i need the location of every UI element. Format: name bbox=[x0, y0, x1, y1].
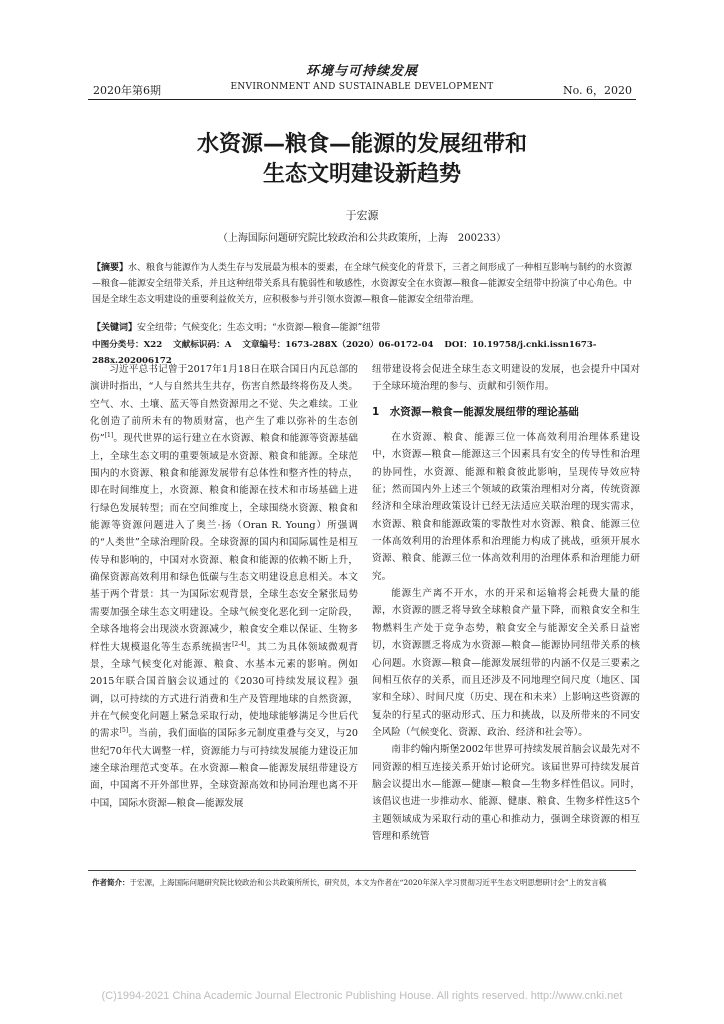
body-paragraph: 习近平总书记曾于2017年1月18日在联合国日内瓦总部的演讲时指出，“人与自然共生共存，伤害自然最终将伤及人类。空气、水、土壤、蓝天等自然资源用之不觉、失之难续。工业化创造了前所未有的物质财富，也产生了难以弥补的生态创伤”[1]。现代世界的运行建立在水资源、粮食和能源等资源基础上，全球生态文明的重要领域是水资源、粮食和能源。全球范围内的水资源、粮食和能源发展带有总体性和整齐性的特点，即在时间维度上，水资源、粮食和能源在技术和市场基础上进行绿色发展转型；而在空间维度上，全球围绕水资源、粮食和能源等资源问题进入了奥兰·扬（Oran R. Young）所强调的“人类世”全球治理阶段。全球资源的国内和国际属性是相互传导和影响的，中国对水资源、粮食和能源的依赖不断上升，确保资源高效利用和绿色低碳与生态文明建设息息相关。本文基于两个背景：其一为国际宏观背景，全球生态安全紧张局势需要加强全球生态文明建设。全球气候变化恶化到一定阶段，全球各地将会出现淡水资源减少，粮食安全难以保证、生物多样性大规模退化等生态系统损害[2-4]。其二为具体领域微观背景，全球气候变化对能源、粮食、水基本元素的影响。例如2015年联合国首脑会议通过的《2030可持续发展议程》强调，以可持续的方式进行消费和生产及管理地球的自然资源，并在气候变化问题上紧急采取行动，使地球能够满足今世后代的需求[5]。当前，我们面临的国际多元制度重叠与交叉，与20世纪70年代大调整一样，资源能力与可持续发展能力建设正加速全球治理范式变革。在水资源—粮食—能源发展纽带建设方面，中国离不开外部世界，全球资源高效和协同治理也离不开中国，国际水资源—粮食—能源发展 bbox=[90, 364, 359, 809]
issue-en: No. 6，2020 bbox=[562, 84, 632, 97]
citation-ref: [5] bbox=[119, 727, 129, 735]
article-number: 文章编号：1673-288X（2020）06-0172-04 bbox=[242, 340, 434, 350]
journal-name-cn: 环境与可持续发展 bbox=[305, 64, 418, 79]
journal-name-en: ENVIRONMENT AND SUSTAINABLE DEVELOPMENT bbox=[230, 82, 494, 92]
body-column-left bbox=[90, 361, 358, 812]
abstract-label: 【摘要】 bbox=[92, 263, 129, 273]
citation-ref: [2-4] bbox=[232, 640, 247, 648]
body-paragraph: 能源生产离不开水，水的开采和运输将会耗费大量的能源，水资源的匮乏将导致全球粮食产量下降，而粮食安全和生物燃料生产处于竞争态势，粮食安全与能源安全关系日益密切，水资源匮乏将成为水资源—粮食—能源协同纽带关系的核心问题。水资源—粮食—能源发展纽带的内涵不仅是三要素之间相互依存的关系，而且还涉及不同地理空间尺度（地区、国家和全球）、时间尺度（历史、现在和未来）上影响这些资源的复杂的行星式的驱动形式、压力和挑战，以及所带来的不同安全风险（气候变化、资源、政治、经济和社会等）。 bbox=[372, 588, 640, 738]
keywords-label: 【关键词】 bbox=[92, 323, 138, 333]
body-column-right bbox=[372, 361, 640, 845]
issue-cn: 2020年第6期 bbox=[93, 84, 161, 97]
title-line-1: 水资源—粮食—能源的发展纽带和 bbox=[196, 132, 527, 157]
author-affiliation: （上海国际问题研究院比较政治和公共政策所，上海 200233） bbox=[217, 233, 507, 244]
document-code: 文献标识码：A bbox=[173, 340, 232, 350]
keywords bbox=[92, 320, 638, 336]
author-footnote bbox=[92, 876, 638, 889]
footnote-text: 于宏源，上海国际问题研究院比较政治和公共政策所所长，研究员，本文为作者在“2020年深入学习贯彻习近平生态文明思想研讨会”上的发言稿 bbox=[129, 878, 607, 887]
copyright-watermark: (C)1994-2021 China Academic Journal Electronic Publishing House. All rights reserved. http://www.cnki.net bbox=[101, 990, 623, 1002]
title-line-2: 生态文明建设新趋势 bbox=[262, 162, 461, 187]
body-paragraph: 纽带建设将会促进全球生态文明建设的发展，也会提升中国对于全球环境治理的参与、贡献和引领作用。 bbox=[372, 364, 640, 393]
abstract-text: 水、粮食与能源作为人类生存与发展最为根本的要素，在全球气候变化的背景下，三者之间形成了一种相互影响与制约的水资源—粮食—能源安全纽带关系，并且这种纽带关系具有脆弱性和敏感性，水资源安全在水资源—粮食—能源安全纽带中扮演了中心角色。中国是全球生态文明建设的重要利益攸关方，应积极参与并引领水资源—粮食—能源安全纽带治理。 bbox=[92, 263, 633, 305]
citation-ref: [1] bbox=[104, 432, 114, 440]
article-title bbox=[0, 130, 724, 190]
body-paragraph: 南非约翰内斯堡2002年世界可持续发展首脑会议最先对不同资源的相互连接关系开始讨论研究。该届世界可持续发展首脑会议提出水—能源—健康—粮食—生物多样性倡议。同时，该倡议也进一步推动水、能源、健康、粮食、生物多样性这5个主题领域成为采取行动的重心和推动力，强调全球资源的相互管理和系统管 bbox=[372, 744, 640, 842]
keywords-text: 安全纽带；气候变化；生态文明；“水资源—粮食—能源”纽带 bbox=[137, 323, 381, 333]
header-divider bbox=[88, 99, 636, 100]
footnote-label: 作者简介： bbox=[92, 878, 130, 887]
author-name: 于宏源 bbox=[345, 209, 379, 222]
footnote-divider bbox=[88, 870, 636, 871]
doi: DOI：10.19758/j.cnki.issn1673-288x.202006172 bbox=[92, 340, 597, 366]
body-paragraph: 在水资源、粮食、能源三位一体高效利用治理体系建设中，水资源—粮食—能源这三个因素具有安全的传导性和治理的协同性，水资源、能源和粮食彼此影响，呈现传导效应特征；然而国内外上述三个领域的政策治理相对分离，传统资源经济和全球治理政策设计已经无法适应关联治理的现实需求，水资源、粮食和能源政策的零散性对水资源、粮食、能源三位一体高效利用的治理体系和治理能力构成了挑战，亟须开展水资源、粮食、能源三位一体高效利用的治理体系和治理能力研究。 bbox=[372, 432, 640, 582]
section-heading: 1 水资源—粮食—能源发展纽带的理论基础 bbox=[372, 405, 579, 418]
abstract bbox=[92, 260, 638, 308]
class-number: 中图分类号：X22 bbox=[92, 340, 163, 350]
